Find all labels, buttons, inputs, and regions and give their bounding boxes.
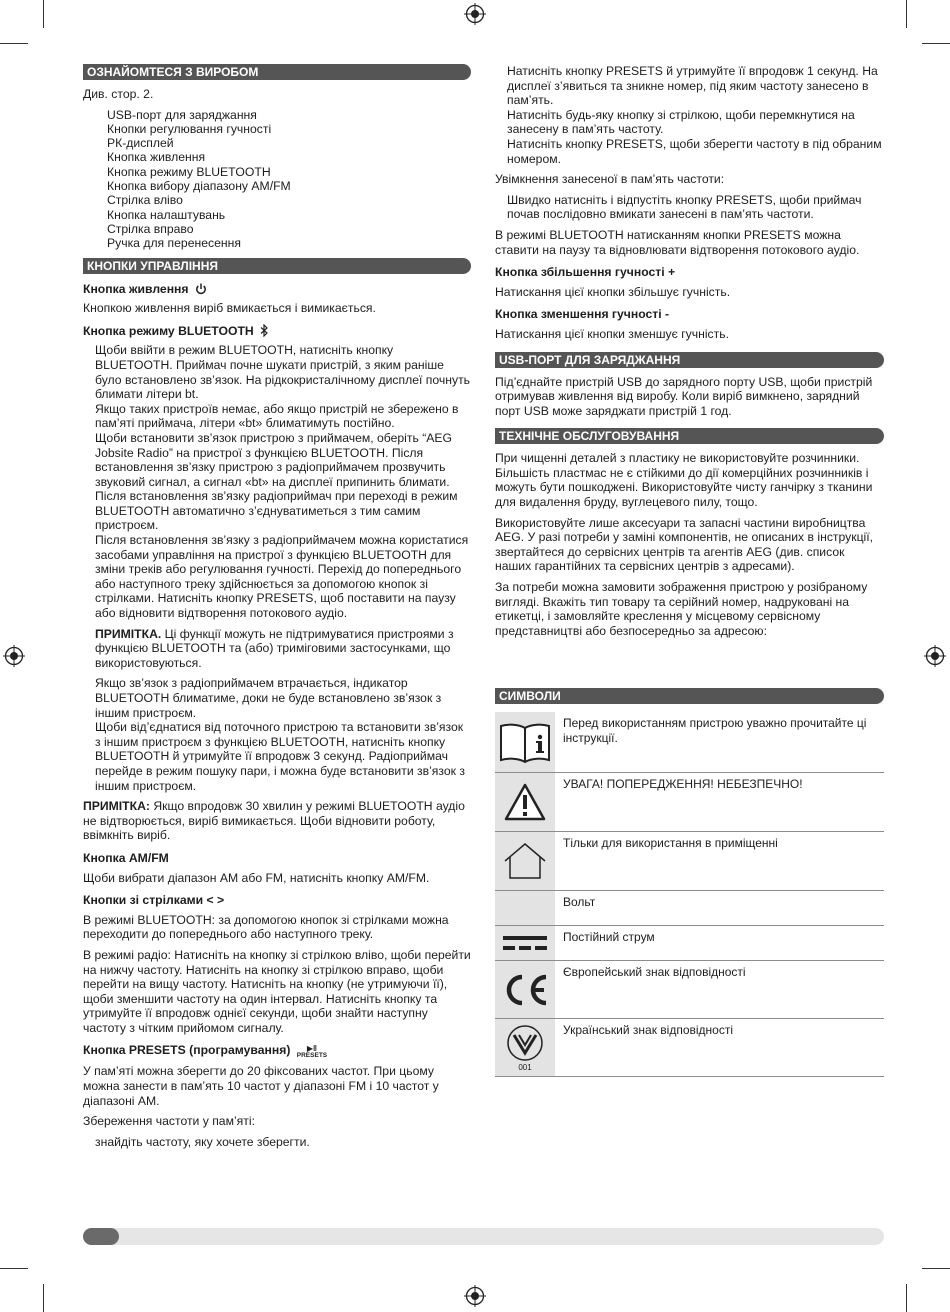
- bluetooth-paragraph: Щоби встановити зв’язок пристрою з приймачем, оберіть “AEG Jobsite Radio” на пристрої з функцією BLUETOOTH. Після встановлення зв’язку пристрою з радіоприймачем прозвучить звуковий сигнал, а сигнал «bt» на дисплеї припинить блимати.: [95, 430, 452, 489]
- bluetooth-icon: [260, 324, 269, 337]
- symbol-text: Вольт: [563, 895, 596, 910]
- power-button-heading: [83, 282, 471, 297]
- bluetooth-paragraph: Після встановлення зв’язку з радіоприймачем можна користатися засобами управління на пристрої з функцією BLUETOOTH для зміни треків або регулювання гучності. Перехід до попереднього або наступного треку здійснюється за допомогою кнопок зі стрілками. Натисніть кнопку PRESETS, щоб поставити на паузу або відновити відтворення потокового аудіо.: [95, 533, 469, 621]
- recall-text: Швидко натисніть і відпустіть кнопку PRESETS, щоби приймач почав послідовно вмикати занесені в пам’ять частоти.: [507, 192, 862, 222]
- symbol-text: Європейський знак відповідності: [563, 965, 746, 980]
- power-button-text: Кнопкою живлення виріб вмикається і вимикається.: [83, 301, 376, 316]
- symbol-cell: [495, 961, 555, 1018]
- play-pause-glyph: ▶ǁ: [306, 1044, 318, 1054]
- bluetooth-button-heading: [83, 324, 471, 339]
- arrow-buttons-title: Кнопки зі стрілками < >: [83, 893, 225, 908]
- symbol-text: Тільки для використання в приміщенні: [563, 836, 778, 851]
- crop-mark: [922, 43, 950, 44]
- ua-conformity-code: 001: [518, 1063, 532, 1073]
- ce-mark-icon: [500, 971, 550, 1009]
- page-tab: [83, 1228, 119, 1245]
- volume-down-title: Кнопка зменшення гучності -: [495, 307, 670, 322]
- crop-mark: [906, 0, 907, 28]
- left-column: [83, 64, 471, 1149]
- section-title-maintenance: ТЕХНІЧНЕ ОБСЛУГОВУВАННЯ: [495, 428, 884, 444]
- presets-step: знайдіть частоту, яку хочете зберегти.: [95, 1134, 310, 1149]
- crop-mark: [43, 1284, 44, 1312]
- symbol-row: [495, 961, 884, 1019]
- list-item: Кнопка режиму BLUETOOTH: [107, 164, 271, 179]
- usb-text: Під’єднайте пристрій USB до зарядного порту USB, щоби пристрій отримував живлення від виробу. Коли виріб вимкнено, зарядний порт USB може заряджати пристрій 1 год.: [495, 374, 873, 418]
- section-title-controls: КНОПКИ УПРАВЛІННЯ: [83, 258, 471, 274]
- volume-up-title: Кнопка збільшення гучності +: [495, 265, 676, 280]
- ua-conformity-icon: [505, 1023, 545, 1063]
- bluetooth-paragraph: Щоби ввійти в режим BLUETOOTH, натисніть кнопку BLUETOOTH. Приймач почне шукати пристрій, з яким раніше було встановлено зв’язок. На рідкокристалічному дисплеї почнуть блимати літери bt.: [95, 343, 471, 402]
- presets-button-heading: [83, 1043, 471, 1059]
- list-item: USB-порт для заряджання: [107, 107, 257, 122]
- bluetooth-paragraph: Якщо таких пристроїв немає, або якщо пристрій не збережено в пам’яті приймача, літери «bt» блиматимуть постійно.: [95, 401, 459, 431]
- symbol-cell: [495, 926, 555, 960]
- crop-mark: [922, 1268, 950, 1269]
- bluetooth-paragraph: Після встановлення зв’язку радіоприймач при переході в режим BLUETOOTH автоматично з’єднуватиметься з тим самим пристроєм.: [95, 489, 458, 533]
- components-list: [107, 108, 471, 251]
- arrow-buttons-text: В режимі BLUETOOTH: за допомогою кнопок зі стрілками можна переходити до попереднього або наступного треку.: [83, 912, 449, 942]
- direct-current-icon: [501, 932, 549, 954]
- presets-step: Натисніть будь-яку кнопку зі стрілкою, щоби перемкнутися на занесену в пам’ять частоту.: [507, 107, 855, 137]
- right-column: [495, 64, 884, 1077]
- note-text: Ці функції можуть не підтримуватися пристроями з функцією BLUETOOTH та (або) триміговими застосунками, що використовуються.: [95, 626, 454, 670]
- warning-triangle-icon: [503, 782, 547, 822]
- presets-step: Натисніть кнопку PRESETS й утримуйте її впродовж 1 секунд. На дисплеї з’явиться та зникне номер, під яким частоту занесено в пам’ять.: [507, 64, 878, 108]
- presets-step: Натисніть кнопку PRESETS, щоби зберегти частоту в під обраним номером.: [507, 136, 882, 166]
- read-manual-icon: [498, 720, 552, 764]
- presets-icon: [297, 1045, 327, 1059]
- maintenance-text: Використовуйте лише аксесуари та запасні частини виробництва AEG. У разі потреби у заміні компонентів, не описаних в інструкції, звертайтеся до сервісних центрів та агентів AEG (див. список наших гарантійних та сервісних центрів з адресами).: [495, 515, 874, 574]
- symbol-cell: [495, 712, 555, 772]
- symbol-row: [495, 891, 884, 926]
- list-item: Кнопки регулювання гучності: [107, 121, 272, 136]
- presets-icon-label: PRESETS: [296, 1052, 328, 1060]
- page-reference: Див. стор. 2.: [83, 87, 154, 101]
- registration-mark-bottom: [464, 1285, 486, 1307]
- amfm-button-text: Щоби вибрати діапазон AM або FM, натисніть кнопку AM/FM.: [83, 870, 430, 885]
- symbol-cell: [495, 1019, 555, 1076]
- volume-down-text: Натискання цієї кнопки зменшує гучність.: [495, 326, 729, 341]
- maintenance-text: За потреби можна замовити зображення пристрою у розібраному вигляді. Вкажіть тип товару та серійний номер, надруковані на етикетці, і замовляйте креслення у місцевому сервісному представництві або безпосередньо за адресою:: [495, 580, 868, 638]
- symbols-table: [495, 712, 884, 1077]
- presets-button-title: Кнопка PRESETS (програмування): [83, 1043, 291, 1058]
- symbol-cell: [495, 832, 555, 890]
- registration-mark-right: [924, 645, 946, 667]
- maintenance-text: При чищенні деталей з пластику не використовуйте розчинники. Більшість пластмас не є стійкими до дії комерційних розчинників і можуть бути пошкоджені. Використовуйте чисту ганчірку з тканини для видалення бруду, вуглецевого пилу, тощо.: [495, 451, 873, 510]
- symbol-row: [495, 832, 884, 891]
- arrow-buttons-text: В режимі радіо: Натисніть на кнопку зі стрілкою вліво, щоби перейти на нижчу частоту. Натисніть на кнопку зі стрілкою вправо, щоби перейти на вищу частоту. Натисніть на кнопку (не утримуючи її), щоби зменшити частоту на один інтервал. Натисніть кнопку та утримуйте її впродовж однієї секунди, щоби знайти наступну частоту з чітким прийомом сигналу.: [83, 947, 471, 1035]
- list-item: РК-дисплей: [107, 136, 174, 151]
- symbol-text: Український знак відповідності: [563, 1023, 733, 1038]
- crop-mark: [43, 0, 44, 28]
- bluetooth-note: [83, 627, 471, 671]
- section-title-product: ОЗНАЙОМТЕСЯ З ВИРОБОМ: [83, 64, 471, 80]
- crop-mark: [0, 1268, 28, 1269]
- list-item: Стрілка вліво: [107, 193, 183, 208]
- symbol-row: [495, 1019, 884, 1077]
- bluetooth-presets-text: В режимі BLUETOOTH натисканням кнопки PRESETS можна ставити на паузу та відновлювати відтворення потокового аудіо.: [495, 227, 860, 257]
- symbol-text: Перед використанням пристрою уважно прочитайте ці інструкції.: [563, 716, 867, 745]
- symbol-cell: [495, 773, 555, 831]
- note-label: ПРИМІТКА:: [83, 799, 150, 814]
- presets-text: У пам’яті можна зберегти до 20 фіксованих частот. При цьому можна занести в пам’ять 10 частот у діапазоні FM і 10 частот у діапазоні AM.: [83, 1064, 439, 1108]
- auto-off-note: [83, 799, 471, 843]
- list-item: Ручка для перенесення: [107, 236, 241, 251]
- symbol-text: УВАГА! ПОПЕРЕДЖЕННЯ! НЕБЕЗПЕЧНО!: [563, 777, 803, 792]
- list-item: Кнопка живлення: [107, 150, 206, 165]
- bluetooth-paragraph: Щоби від’єднатися від поточного пристрою та встановити зв’язок з іншим пристроєм з функцією BLUETOOTH, натисніть кнопку BLUETOOTH й утримуйте її впродовж 3 секунд. Радіоприймач перейде в режим пошуку пари, і можна буде встановити зв’язок з іншим пристроєм.: [95, 720, 465, 793]
- symbol-row: [495, 926, 884, 961]
- registration-mark-left: [3, 645, 25, 667]
- bluetooth-paragraph: Якщо зв’язок з радіоприймачем втрачається, індикатор BLUETOOTH блиматиме, доки не буде встановлено зв’язок з іншим пристроєм.: [95, 676, 442, 720]
- list-item: Кнопка налаштувань: [107, 207, 226, 222]
- power-icon: [195, 283, 207, 295]
- indoor-house-icon: [501, 841, 549, 881]
- symbol-row: [495, 773, 884, 832]
- bluetooth-button-title: Кнопка режиму BLUETOOTH: [83, 323, 254, 338]
- presets-text: Збереження частоти у пам’яті:: [83, 1114, 255, 1129]
- volume-up-text: Натискання цієї кнопки збільшує гучність.: [495, 284, 731, 299]
- section-title-symbols: СИМВОЛИ: [495, 688, 884, 704]
- crop-mark: [0, 43, 28, 44]
- symbol-row: [495, 712, 884, 773]
- note-text: Якщо впродовж 30 хвилин у режимі BLUETOOTH аудіо не відтворюється, виріб вимикається. Щоби відновити роботу, ввімкніть виріб.: [83, 799, 465, 843]
- section-title-usb: USB-ПОРТ ДЛЯ ЗАРЯДЖАННЯ: [495, 352, 884, 368]
- registration-mark-top: [464, 3, 486, 25]
- recall-title: Увімкнення занесеної в пам’ять частоти:: [495, 172, 725, 187]
- symbol-cell: [495, 891, 555, 925]
- crop-mark: [906, 1284, 907, 1312]
- power-button-title: Кнопка живлення: [83, 281, 189, 296]
- note-label: ПРИМІТКА.: [95, 626, 162, 641]
- symbol-text: Постійний струм: [563, 930, 655, 945]
- list-item: Стрілка вправо: [107, 221, 194, 236]
- footer-bar: [83, 1228, 884, 1245]
- list-item: Кнопка вибору діапазону AM/FM: [107, 179, 291, 194]
- amfm-button-title: Кнопка AM/FM: [83, 850, 169, 865]
